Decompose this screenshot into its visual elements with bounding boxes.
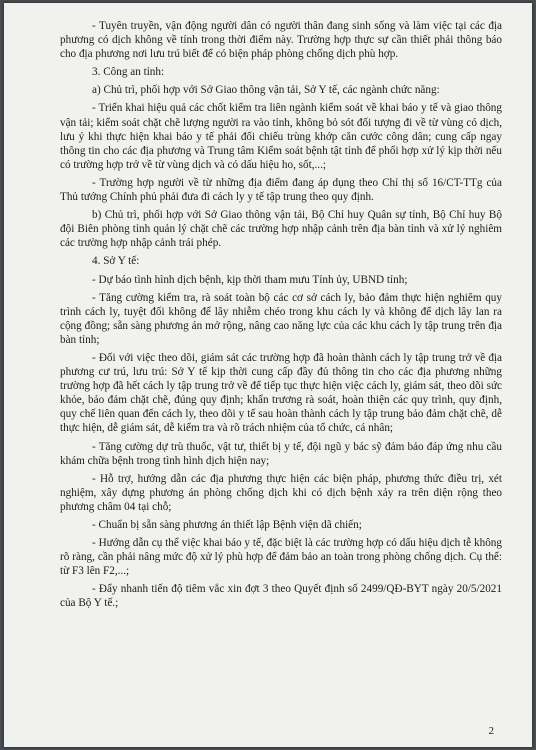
- heading-provincial-police: 3. Công an tỉnh:: [92, 66, 165, 79]
- document-body: [60, 19, 502, 615]
- paragraph-monitoring: - Đối với việc theo dõi, giám sát các trường hợp đã hoàn thành cách ly tập trung trở về địa phương cư trú, lưu trú: Sở Y tế kịp thời cung cấp đầy đủ thông tin cho các địa phương những trường hợp đã hết cách ly tập trung trở về để tiếp tục thực hiện việc cách ly, giám sát, theo dõi sức khỏe, bảo đảm chặt chẽ, đúng quy định; khẩn trương rà soát, hoàn thiện các quy trình, quy định, quy chế liên quan đến cách ly, theo dõi y tế sau hoàn thành cách ly tập trung bảo đảm chặt chẽ, dễ thực hiện, dễ giám sát, dễ kiểm tra và rõ trách nhiệm của tổ chức, cá nhân;: [60, 351, 502, 435]
- document-page: [4, 3, 532, 747]
- paragraph-medical-declaration: - Hướng dẫn cụ thể việc khai báo y tế, đặc biệt là các trường hợp có dấu hiệu dịch tễ không rõ ràng, cần phải nâng mức độ xử lý phù hợp để đảm bảo an toàn trong phòng chống dịch. Cụ thể: từ F3 lên F2,...;: [60, 537, 502, 578]
- page-number: 2: [488, 725, 494, 737]
- paragraph-field-hospital: - Chuẩn bị sẵn sàng phương án thiết lập Bệnh viện dã chiến;: [92, 519, 362, 531]
- paragraph-forecast: - Dự báo tình hình dịch bệnh, kịp thời tham mưu Tỉnh ủy, UBND tỉnh;: [92, 273, 408, 286]
- paragraph-checkpoints: - Triển khai hiệu quả các chốt kiểm tra liên ngành kiểm soát về khai báo y tế và giao thông vận tải; kiểm soát chặt chẽ lượng người ra vào tỉnh, không bỏ sót đối tượng đi về từ vùng có dịch, lưu ý khi thực hiện khai báo y tế phải đối chiếu trùng khớp căn cước công dân; cung cấp ngay thông tin cho các địa phương và Trung tâm Kiểm soát bệnh tật tỉnh để phối hợp xử lý kịp thời nếu có trường hợp trở về từ vùng dịch và có dấu hiệu ho, sốt,...;: [60, 102, 502, 171]
- paragraph-supplies: - Tăng cường dự trù thuốc, vật tư, thiết bị y tế, đội ngũ y bác sỹ đảm bảo đáp ứng nhu cầu khám chữa bệnh trong tình hình dịch hiện nay;: [60, 440, 502, 467]
- paragraph-propaganda: - Tuyên truyền, vận động người dân có người thân đang sinh sống và làm việc tại các địa phương có dịch không về tỉnh trong thời điểm này. Trường hợp thực sự cần thiết phải thông báo cho địa phương nơi lưu trú biết để có biện pháp phòng chống dịch phù hợp.: [60, 20, 502, 61]
- heading-health-department: 4. Sở Y tế:: [92, 255, 140, 268]
- paragraph-vaccination: - Đẩy nhanh tiến độ tiêm vắc xin đợt 3 theo Quyết định số 2499/QĐ-BYT ngày 20/5/2021 của Bộ Y tế.;: [60, 583, 502, 610]
- paragraph-police-a: a) Chủ trì, phối hợp với Sở Giao thông vận tải, Sở Y tế, các ngành chức năng:: [92, 84, 440, 97]
- paragraph-support: - Hỗ trợ, hướng dẫn các địa phương thực hiện các biện pháp, phương thức điều trị, xét nghiệm, xây dựng phương án phòng chống dịch khi có dịch bệnh xảy ra trên diện rộng theo phương châm 04 tại chỗ;: [60, 472, 502, 513]
- paragraph-directive-16: - Trường hợp người về từ những địa điểm đang áp dụng theo Chỉ thị số 16/CT-TTg của Thủ tướng Chính phủ phải đưa đi cách ly y tế tập trung theo quy định.: [60, 176, 502, 204]
- paragraph-police-b: b) Chủ trì, phối hợp với Sở Giao thông vận tải, Bộ Chỉ huy Quân sự tỉnh, Bộ Chỉ huy Bộ đội Biên phòng tỉnh quản lý chặt chẽ các trường hợp nhập cảnh trên địa bàn tỉnh và xử lý nghiêm các trường hợp nhập cảnh trái phép.: [60, 209, 502, 250]
- paragraph-inspection: - Tăng cường kiểm tra, rà soát toàn bộ các cơ sở cách ly, bảo đảm thực hiện nghiêm quy trình cách ly, tuyệt đối không để lây nhiễm chéo trong khu cách ly và không để dịch lây lan ra cộng đồng; sẵn sàng phương án mở rộng, nâng cao năng lực của các khu cách ly tập trung trên địa bàn tỉnh;: [60, 291, 502, 346]
